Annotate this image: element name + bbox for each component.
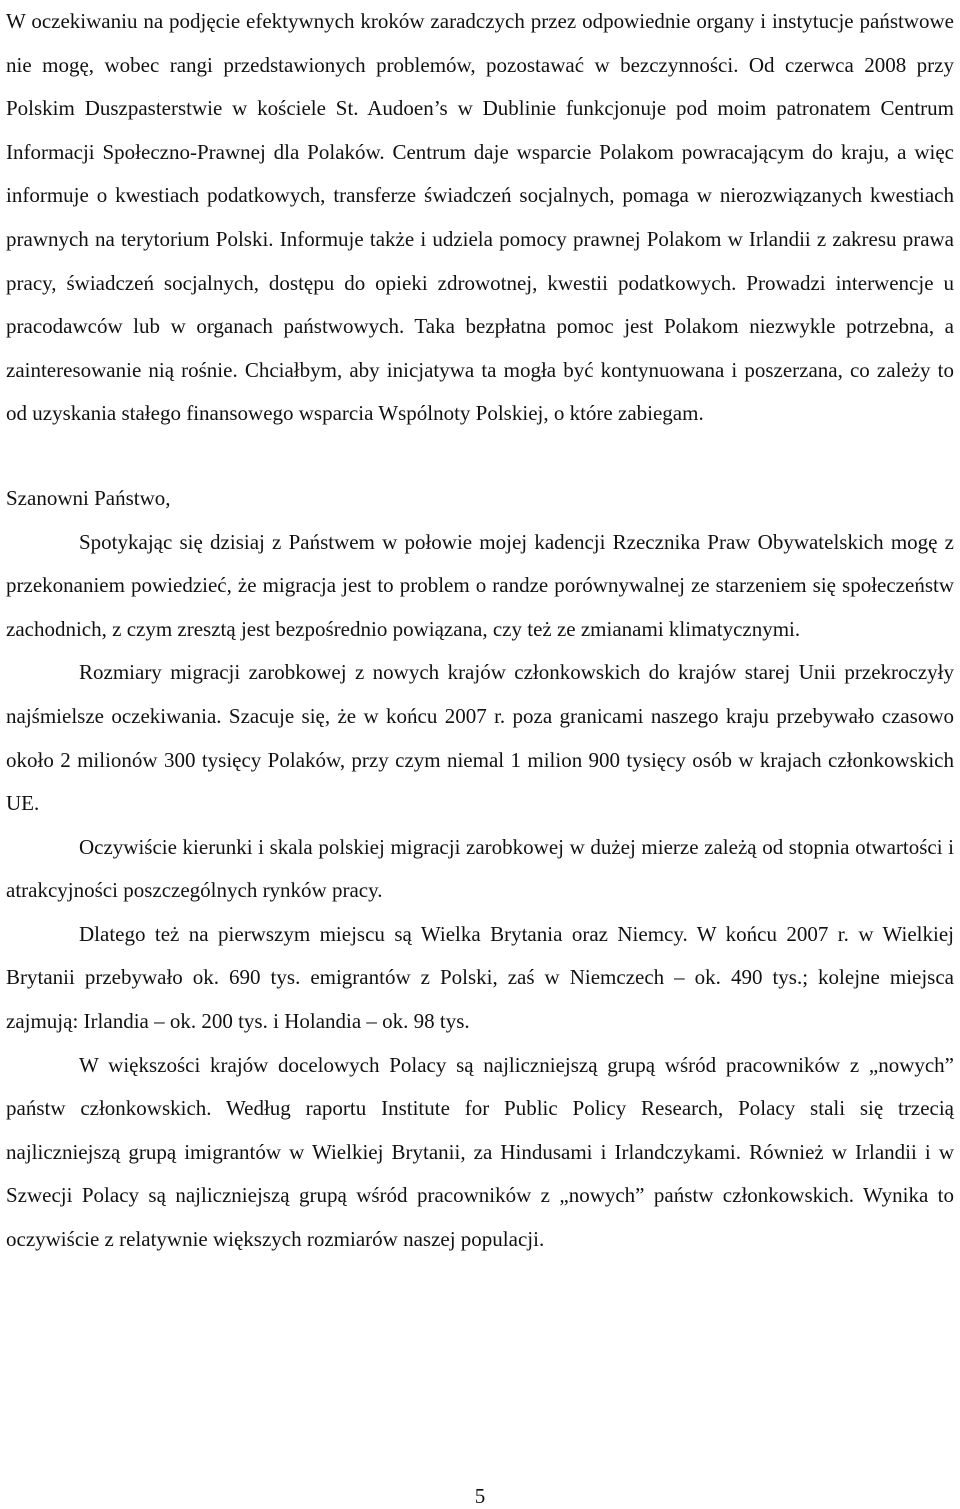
paragraph-information-center: W oczekiwaniu na podjęcie efektywnych kroków zaradczych przez odpowiednie organy i instytucje państwowe nie mogę, wobec rangi przedstawionych problemów, pozostawać w bezczynności. Od czerwca 2008 przy Polskim Duszpasterstwie w kościele St. Audoen’s w Dublinie funkcjonuje pod moim patronatem Centrum Informacji Społeczno-Prawnej dla Polaków. Centrum daje wsparcie Polakom powracającym do kraju, a więc informuje o kwestiach podatkowych, transferze świadczeń socjalnych, pomaga w nierozwiązanych kwestiach prawnych na terytorium Polski. Informuje także i udziela pomocy prawnej Polakom w Irlandii z zakresu prawa pracy, świadczeń socjalnych, dostępu do opieki zdrowotnej, kwestii podatkowych. Prowadzi interwencje u pracodawców lub w organach państwowych. Taka bezpłatna pomoc jest Polakom niezwykle potrzebna, a zainteresowanie nią rośnie. Chciałbym, aby inicjatywa ta mogła być kontynuowana i poszerzana, co zależy to od uzyskania stałego finansowego wsparcia Wspólnoty Polskiej, o które zabiegam. [6,9,954,426]
page-number: 5 [474,1484,486,1508]
paragraph-migration-directions: Oczywiście kierunki i skala polskiej migracji zarobkowej w dużej mierze zależą od stopnia otwartości i atrakcyjności poszczególnych rynków pracy. [6,834,954,903]
paragraph-migration-problem: Spotykając się dzisiaj z Państwem w połowie mojej kadencji Rzecznika Praw Obywatelskich mogę z przekonaniem powiedzieć, że migracja jest to problem o randze porównywalnej ze starzeniem się społeczeństw zachodnich, z czym zresztą jest bezpośrednio powiązana, czy też ze zmianami klimatycznymi. [6,529,954,641]
paragraph-migration-scale: Rozmiary migracji zarobkowej z nowych krajów członkowskich do krajów starej Unii przekroczyły najśmielsze oczekiwania. Szacuje się, że w końcu 2007 r. poza granicami naszego kraju przebywało czasowo około 2 milionów 300 tysięcy Polaków, przy czym niemal 1 milion 900 tysięcy osób w krajach członkowskich UE. [6,660,954,816]
salutation: Szanowni Państwo, [6,485,171,510]
document-page [6,0,954,1262]
paragraph-largest-group: W większości krajów docelowych Polacy są najliczniejszą grupą wśród pracowników z „nowych” państw członkowskich. Według raportu Institute for Public Policy Research, Polacy stali się trzecią najliczniejszą grupą imigrantów w Wielkiej Brytanii, za Hindusami i Irlandczykami. Również w Irlandii i w Szwecji Polacy są najliczniejszą grupą wśród pracowników z „nowych” państw członkowskich. Wynika to oczywiście z relatywnie większych rozmiarów naszej populacji. [6,1052,954,1252]
paragraph-destination-countries: Dlatego też na pierwszym miejscu są Wielka Brytania oraz Niemcy. W końcu 2007 r. w Wielkiej Brytanii przebywało ok. 690 tys. emigrantów z Polski, zaś w Niemczech – ok. 490 tys.; kolejne miejsca zajmują: Irlandia – ok. 200 tys. i Holandia – ok. 98 tys. [6,921,954,1034]
